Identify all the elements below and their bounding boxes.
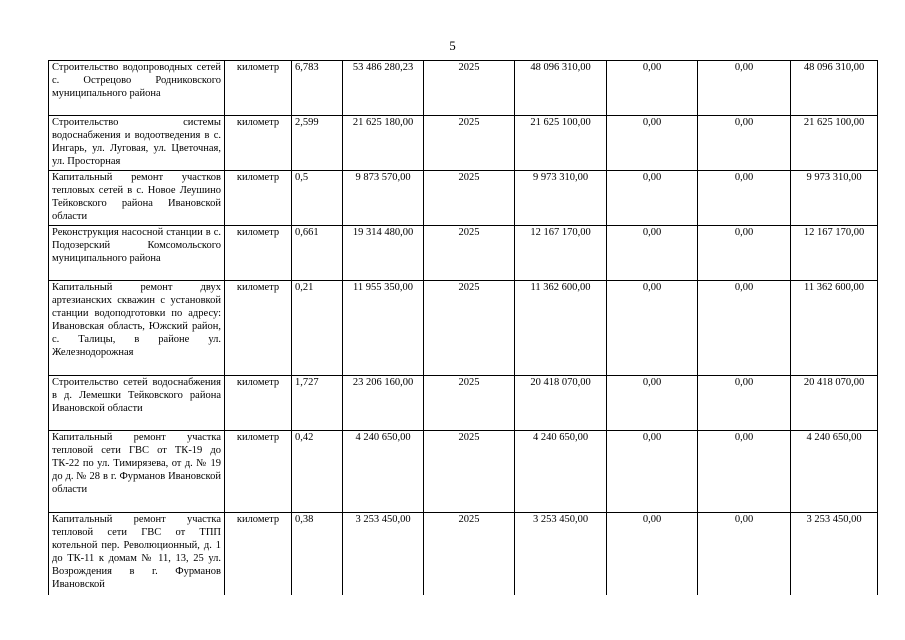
table-row <box>49 226 878 281</box>
amount-cell-4: 4 240 650,00 <box>791 431 878 513</box>
year-cell: 2025 <box>424 61 515 116</box>
quantity-cell: 1,727 <box>292 376 343 431</box>
amount-cell-3: 0,00 <box>698 431 791 513</box>
year-cell: 2025 <box>424 226 515 281</box>
amount-total-cell: 9 973 310,00 <box>515 171 607 226</box>
amount-cell-3: 0,00 <box>698 116 791 171</box>
amount-cell-4: 48 096 310,00 <box>791 61 878 116</box>
projects-table <box>48 60 878 595</box>
project-name: Капитальный ремонт двух артезианских скважин с установкой станции водоподготовки по адресу: Ивановская область, Южский район, с. Талицы, в районе ул. Железнодорожная <box>49 281 225 376</box>
amount-total-cell: 3 253 450,00 <box>515 513 607 595</box>
amount-cell-3: 0,00 <box>698 226 791 281</box>
amount-total-cell: 21 625 100,00 <box>515 116 607 171</box>
amount-cell-4: 11 362 600,00 <box>791 281 878 376</box>
page-number: 5 <box>449 38 456 53</box>
amount-cell-4: 20 418 070,00 <box>791 376 878 431</box>
amount-cell-2: 0,00 <box>607 226 698 281</box>
year-cell: 2025 <box>424 376 515 431</box>
amount-cell-4: 9 973 310,00 <box>791 171 878 226</box>
year-cell: 2025 <box>424 281 515 376</box>
amount-cell-4: 3 253 450,00 <box>791 513 878 595</box>
amount-cell-2: 0,00 <box>607 61 698 116</box>
unit-cell: километр <box>225 116 292 171</box>
cost-cell: 3 253 450,00 <box>343 513 424 595</box>
amount-cell-2: 0,00 <box>607 171 698 226</box>
project-name: Строительство водопроводных сетей с. Острецово Родниковского муниципального района <box>49 61 225 116</box>
cost-cell: 21 625 180,00 <box>343 116 424 171</box>
unit-cell: километр <box>225 171 292 226</box>
quantity-cell: 0,42 <box>292 431 343 513</box>
project-name: Реконструкция насосной станции в с. Подозерский Комсомольского муниципального района <box>49 226 225 281</box>
amount-total-cell: 12 167 170,00 <box>515 226 607 281</box>
table-row <box>49 281 878 376</box>
amount-cell-3: 0,00 <box>698 376 791 431</box>
quantity-cell: 0,38 <box>292 513 343 595</box>
project-name: Капитальный ремонт участка тепловой сети ГВС от ТПП котельной пер. Революционный, д. 1 до ТК-11 к домам № 11, 13, 25 ул. Возрождения в г. Фурманов Ивановской <box>49 513 225 595</box>
unit-cell: километр <box>225 376 292 431</box>
unit-cell: километр <box>225 281 292 376</box>
amount-cell-3: 0,00 <box>698 281 791 376</box>
table-row <box>49 171 878 226</box>
quantity-cell: 0,5 <box>292 171 343 226</box>
amount-cell-2: 0,00 <box>607 281 698 376</box>
unit-cell: километр <box>225 226 292 281</box>
quantity-cell: 0,21 <box>292 281 343 376</box>
table-row <box>49 376 878 431</box>
quantity-cell: 6,783 <box>292 61 343 116</box>
amount-total-cell: 11 362 600,00 <box>515 281 607 376</box>
amount-total-cell: 48 096 310,00 <box>515 61 607 116</box>
cost-cell: 23 206 160,00 <box>343 376 424 431</box>
year-cell: 2025 <box>424 116 515 171</box>
amount-cell-2: 0,00 <box>607 431 698 513</box>
amount-total-cell: 20 418 070,00 <box>515 376 607 431</box>
cost-cell: 11 955 350,00 <box>343 281 424 376</box>
unit-cell: километр <box>225 431 292 513</box>
amount-total-cell: 4 240 650,00 <box>515 431 607 513</box>
year-cell: 2025 <box>424 431 515 513</box>
table-row <box>49 513 878 595</box>
cost-cell: 53 486 280,23 <box>343 61 424 116</box>
amount-cell-3: 0,00 <box>698 513 791 595</box>
amount-cell-2: 0,00 <box>607 116 698 171</box>
amount-cell-4: 12 167 170,00 <box>791 226 878 281</box>
unit-cell: километр <box>225 61 292 116</box>
year-cell: 2025 <box>424 171 515 226</box>
table-row <box>49 116 878 171</box>
amount-cell-4: 21 625 100,00 <box>791 116 878 171</box>
amount-cell-3: 0,00 <box>698 171 791 226</box>
project-name: Строительство системы водоснабжения и водоотведения в с. Ингарь, ул. Луговая, ул. Цветочная, ул. Просторная <box>49 116 225 171</box>
table-row <box>49 431 878 513</box>
quantity-cell: 0,661 <box>292 226 343 281</box>
quantity-cell: 2,599 <box>292 116 343 171</box>
unit-cell: километр <box>225 513 292 595</box>
amount-cell-2: 0,00 <box>607 513 698 595</box>
project-name: Капитальный ремонт участков тепловых сетей в с. Новое Леушино Тейковского района Ивановской области <box>49 171 225 226</box>
cost-cell: 9 873 570,00 <box>343 171 424 226</box>
cost-cell: 4 240 650,00 <box>343 431 424 513</box>
amount-cell-3: 0,00 <box>698 61 791 116</box>
table-row <box>49 61 878 116</box>
project-name: Строительство сетей водоснабжения в д. Лемешки Тейковского района Ивановской области <box>49 376 225 431</box>
project-name: Капитальный ремонт участка тепловой сети ГВС от ТК-19 до ТК-22 по ул. Тимирязева, от д. № 19 до д. № 28 в г. Фурманов Ивановской области <box>49 431 225 513</box>
amount-cell-2: 0,00 <box>607 376 698 431</box>
year-cell: 2025 <box>424 513 515 595</box>
cost-cell: 19 314 480,00 <box>343 226 424 281</box>
